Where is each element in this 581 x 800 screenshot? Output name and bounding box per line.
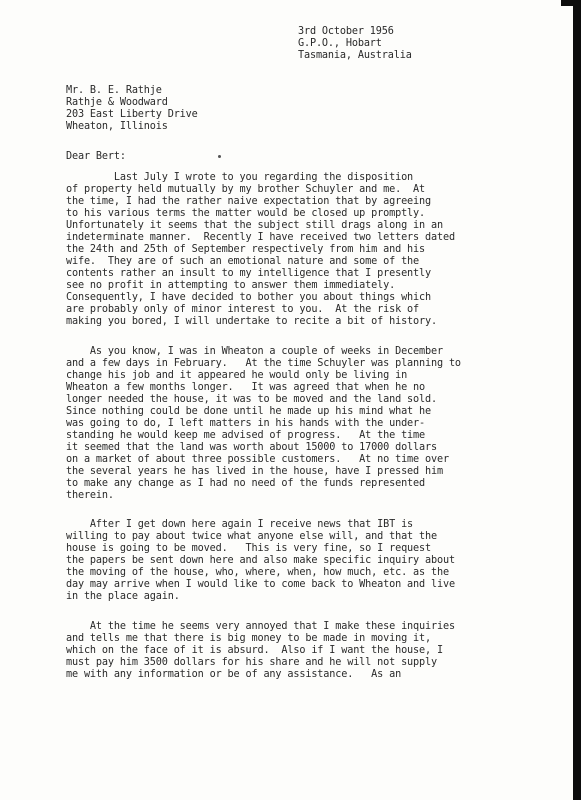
- paragraph-3-line: willing to pay about twice what anyone else will, and that the: [66, 531, 437, 542]
- salutation: Dear Bert:: [66, 151, 126, 162]
- paragraph-2-line: As you know, I was in Wheaton a couple of weeks in December: [66, 346, 443, 357]
- paragraph-2-line: therein.: [66, 490, 114, 501]
- paragraph-1-line: Unfortunately it seems that the subject still drags along in an: [66, 220, 443, 231]
- paragraph-1-line: the time, I had the rather naive expectation that by agreeing: [66, 196, 431, 207]
- recipient-name: Mr. B. E. Rathje: [66, 85, 162, 96]
- paragraph-2-line: it seemed that the land was worth about 15000 to 17000 dollars: [66, 442, 437, 453]
- paragraph-2-line: change his job and it appeared he would only be living in: [66, 370, 408, 381]
- paragraph-2-line: longer needed the house, it was to be moved and the land sold.: [66, 394, 437, 405]
- paragraph-1-line: Consequently, I have decided to bother you about things which: [66, 292, 431, 303]
- paragraph-2-line: and a few days in February. At the time Schuyler was planning to: [66, 358, 461, 369]
- paragraph-1-line: to his various terms the matter would be closed up promptly.: [66, 208, 426, 219]
- recipient-city: Wheaton, Illinois: [66, 121, 168, 132]
- paragraph-1-line: see no profit in attempting to answer them immediately.: [66, 280, 396, 291]
- paragraph-1-line: of property held mutually by my brother Schuyler and me. At: [66, 184, 426, 195]
- paragraph-4-line: which on the face of it is absurd. Also if I want the house, I: [66, 645, 443, 656]
- paragraph-4-line: me with any information or be of any assistance. As an: [66, 669, 402, 680]
- paragraph-1-line: making you bored, I will undertake to recite a bit of history.: [66, 316, 437, 327]
- ink-dot: [218, 155, 221, 158]
- scan-corner-shadow: [561, 0, 581, 6]
- paragraph-3-line: house is going to be moved. This is very fine, so I request: [66, 543, 431, 554]
- paragraph-4-line: must pay him 3500 dollars for his share and he will not supply: [66, 657, 437, 668]
- paragraph-1-line: wife. They are of such an emotional nature and some of the: [66, 256, 420, 267]
- paragraph-4-line: and tells me that there is big money to be made in moving it,: [66, 633, 431, 644]
- scan-edge-shadow: [573, 0, 581, 800]
- paragraph-1-line: the 24th and 25th of September respectively from him and his: [66, 244, 426, 255]
- paragraph-3-line: day may arrive when I would like to come back to Wheaton and live: [66, 579, 455, 590]
- paragraph-1-line: contents rather an insult to my intelligence that I presently: [66, 268, 431, 279]
- paragraph-2-line: Wheaton a few months longer. It was agreed that when he no: [66, 382, 426, 393]
- country-line: Tasmania, Australia: [298, 50, 412, 61]
- paragraph-2-line: Since nothing could be done until he made up his mind what he: [66, 406, 431, 417]
- paragraph-3-line: the moving of the house, who, where, when, how much, etc. as the: [66, 567, 449, 578]
- paragraph-2-line: the several years he has lived in the house, have I pressed him: [66, 466, 443, 477]
- paragraph-4-line: At the time he seems very annoyed that I make these inquiries: [66, 621, 455, 632]
- recipient-firm: Rathje & Woodward: [66, 97, 168, 108]
- date-line: 3rd October 1956: [298, 26, 394, 37]
- paragraph-2-line: on a market of about three possible customers. At no time over: [66, 454, 449, 465]
- paragraph-2-line: standing he would keep me advised of progress. At the time: [66, 430, 426, 441]
- paragraph-3-line: After I get down here again I receive news that IBT is: [66, 519, 414, 530]
- recipient-street: 203 East Liberty Drive: [66, 109, 198, 120]
- paragraph-2-line: was going to do, I left matters in his hands with the under-: [66, 418, 426, 429]
- paragraph-2-line: to make any change as I had no need of the funds represented: [66, 478, 426, 489]
- post-office-line: G.P.O., Hobart: [298, 38, 382, 49]
- paragraph-1-line: indeterminate manner. Recently I have received two letters dated: [66, 232, 455, 243]
- paragraph-3-line: the papers be sent down here and also make specific inquiry about: [66, 555, 455, 566]
- paragraph-1-line: are probably only of minor interest to you. At the risk of: [66, 304, 420, 315]
- paragraph-3-line: in the place again.: [66, 591, 180, 602]
- paragraph-1-line: Last July I wrote to you regarding the disposition: [66, 172, 414, 183]
